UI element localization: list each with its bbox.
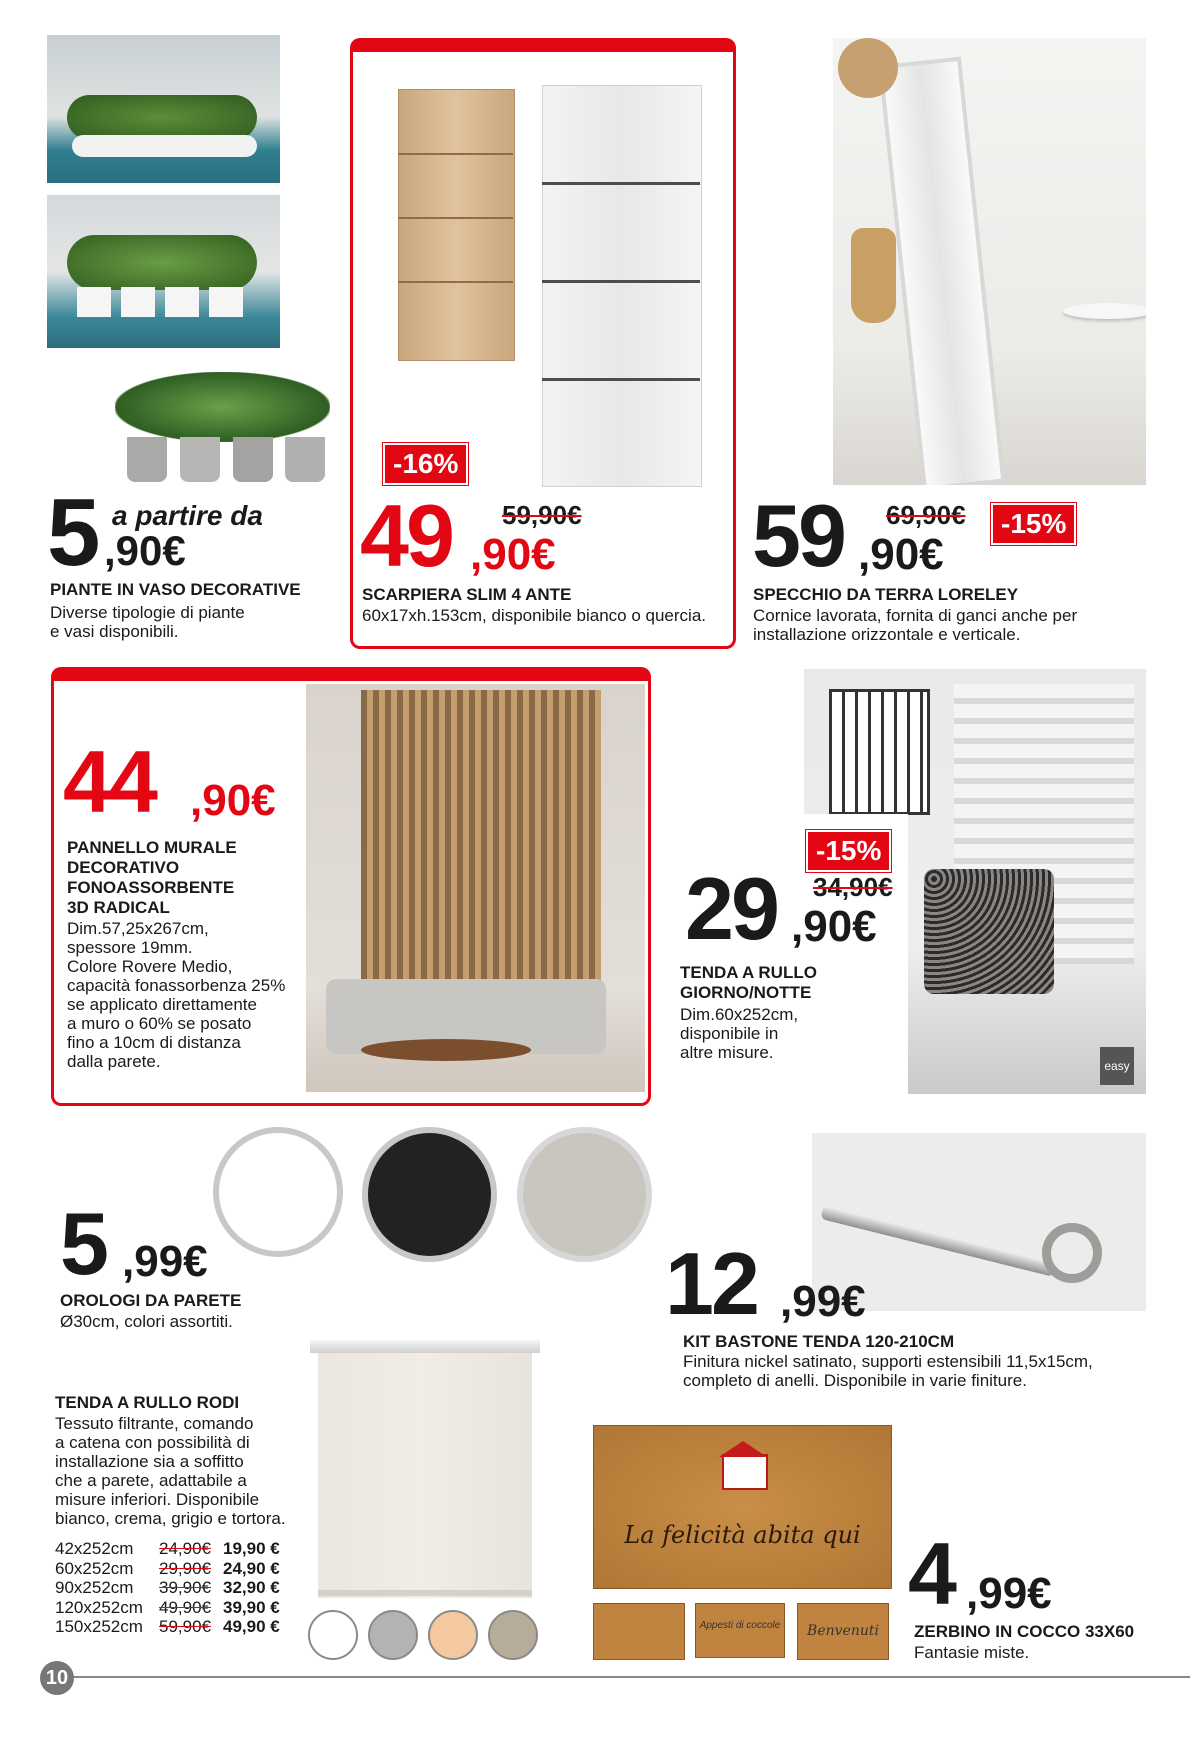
panel-slats (361, 690, 601, 1020)
clock-white (213, 1127, 343, 1257)
panel-price-dec: ,90€ (190, 776, 276, 825)
doormat-price-dec: ,99€ (966, 1569, 1052, 1618)
shoe-cabinet-price-int: 49 (360, 486, 452, 585)
mirror-price-dec: ,90€ (858, 530, 944, 579)
clocks-price-int: 5 (60, 1194, 106, 1293)
clocks-title: OROLOGI DA PARETE (60, 1291, 242, 1310)
curtain-rod-title: KIT BASTONE TENDA 120-210CM (683, 1332, 955, 1351)
mirror-price-int: 59 (752, 486, 844, 585)
swatch-taupe (488, 1610, 538, 1660)
doormat-small-1 (593, 1603, 685, 1660)
table-row: 150x252cm 59,90€ 49,90 € (55, 1617, 280, 1636)
doormat-small-3: Benvenuti (797, 1603, 889, 1660)
roller-blind-price-table (55, 1539, 280, 1637)
doormat-small-2: Appesti di coccole (695, 1603, 785, 1658)
table-row: 120x252cm 49,90€ 39,90 € (55, 1597, 280, 1617)
curtain-rod-price-int: 12 (665, 1234, 757, 1333)
panel-photo (306, 684, 645, 1092)
doormat-price-int: 4 (908, 1524, 954, 1623)
doormat-photo (593, 1425, 892, 1589)
mirror-old-price: 69,90€ (886, 500, 966, 530)
mirror-photo (833, 38, 1146, 485)
table-row: 60x252cm 29,90€ 24,90 € (55, 1558, 280, 1578)
plants-title: PIANTE IN VASO DECORATIVE (50, 580, 301, 599)
plants-photo-bottom (47, 195, 280, 348)
mirror-title: SPECCHIO DA TERRA LORELEY (753, 585, 1019, 604)
table-row: 90x252cm 39,90€ 32,90 € (55, 1578, 280, 1597)
swatch-grey (368, 1610, 418, 1660)
panel-title: PANNELLO MURALE DECORATIVO FONOASSORBENTE 3D RADICAL (67, 838, 237, 917)
doormat-mat-text: La felicità abita qui (624, 1521, 861, 1549)
clocks-photo (210, 1125, 620, 1270)
panel-price-int: 44 (63, 732, 155, 831)
plants-desc: Diverse tipologie di piante e vasi disponibili. (50, 603, 245, 641)
day-night-blind-old-price: 34,90€ (813, 872, 893, 902)
day-night-blind-price-int: 29 (685, 859, 777, 958)
easy-logo: easy (1100, 1047, 1134, 1085)
clocks-price-dec: ,99€ (122, 1237, 208, 1286)
roller-blind-title: TENDA A RULLO RODI (55, 1393, 240, 1412)
page-number: 10 (40, 1661, 74, 1695)
table-row: 42x252cm 24,90€ 19,90 € (55, 1539, 280, 1558)
shoe-cabinet-desc: 60x17xh.153cm, disponibile bianco o quercia. (362, 606, 707, 625)
plants-price-int: 5 (47, 479, 98, 586)
curtain-rod-price-dec: ,99€ (780, 1277, 866, 1326)
roller-blind-photo (310, 1340, 540, 1602)
roller-blind-desc: Tessuto filtrante, comando a catena con possibilità di installazione sia a soffitto che a parete, adattabile a misure inferiori. Disponibile bianco, crema, grigio e tortora. (55, 1414, 286, 1528)
day-night-blind-price-dec: ,90€ (791, 902, 877, 951)
plants-photo-top (47, 35, 280, 183)
curtain-rod-desc: Finitura nickel satinato, supporti estensibili 11,5x15cm, completo di anelli. Disponibile in varie finiture. (683, 1352, 1093, 1390)
shoe-cabinet-old-price: 59,90€ (502, 500, 582, 530)
clocks-desc: Ø30cm, colori assortiti. (60, 1312, 233, 1331)
day-night-blind-desc: Dim.60x252cm, disponibile in altre misure. (680, 1005, 799, 1062)
clock-black (362, 1127, 497, 1262)
panel-desc: Dim.57,25x267cm, spessore 19mm. Colore Rovere Medio, capacità fonassorbenza 25% se applicato direttamente a muro o 60% se posato fino a 10cm di distanza dalla parete. (67, 919, 286, 1071)
doormat-desc: Fantasie miste. (914, 1643, 1030, 1662)
swatch-cream (428, 1610, 478, 1660)
plants-from-label: a partire da (112, 500, 263, 531)
shoe-cabinet-discount-badge: -16% (383, 443, 468, 485)
swatch-white (308, 1610, 358, 1660)
clock-grey (517, 1127, 652, 1262)
day-night-blind-discount-badge: -15% (806, 830, 891, 872)
doormat-title: ZERBINO IN COCCO 33X60 (914, 1622, 1135, 1641)
mirror-desc: Cornice lavorata, fornita di ganci anche per installazione orizzontale e verticale. (753, 606, 1078, 644)
shoe-cabinet-title: SCARPIERA SLIM 4 ANTE (362, 585, 572, 604)
shoe-cabinet-price-dec: ,90€ (470, 530, 556, 579)
shoe-cabinet-photo (395, 85, 715, 500)
mirror-discount-badge: -15% (991, 503, 1076, 545)
day-night-blind-title: TENDA A RULLO GIORNO/NOTTE (680, 963, 817, 1002)
footer-rule (70, 1676, 1190, 1678)
plants-price-dec: ,90€ (104, 527, 186, 574)
plants-photo-cutout (115, 372, 330, 487)
